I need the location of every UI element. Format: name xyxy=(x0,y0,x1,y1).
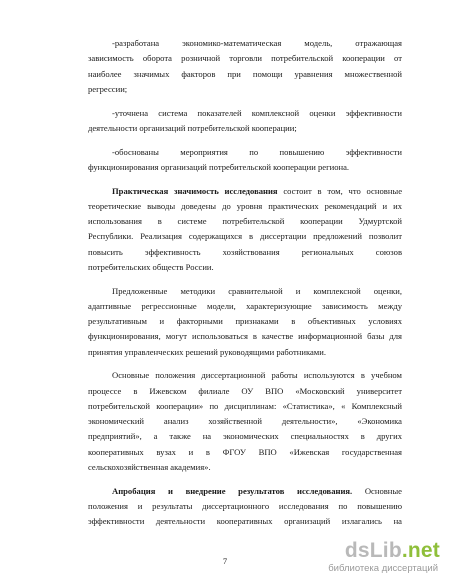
text-line: потребительской кооперации» по дисциплинам: «Статистика», « Комплексный xyxy=(88,400,402,411)
dslib-logo xyxy=(345,539,440,563)
paragraph-approbation xyxy=(88,484,402,530)
watermark-subtitle: библиотека диссертаций xyxy=(328,563,438,574)
text-line: потребительских обществ России. xyxy=(88,261,214,272)
text-line: повысить эффективность хозяйствования региональных союзов xyxy=(88,246,402,257)
paragraph-measures xyxy=(88,145,402,176)
text-line xyxy=(88,484,402,499)
text-line: кооперативных вузах и в ФГОУ ВПО «Ижевская государственная xyxy=(88,446,402,457)
text-line: зависимость оборота розничной торговли потребительской кооперации от xyxy=(88,53,402,64)
dslib-watermark xyxy=(307,539,442,577)
text-line: Республики. Реализация содержащихся в диссертации предложений позволит xyxy=(88,231,402,242)
bold-lead: Апробация и внедрение результатов исследования. xyxy=(112,485,353,496)
text-line: предприятий», а также на экономических специальностях в других xyxy=(88,431,402,442)
page-number: 7 xyxy=(222,556,228,566)
logo-main-text: dsLib xyxy=(344,539,402,562)
text-line: принятия управленческих решений руководящими работниками. xyxy=(88,346,326,357)
paragraph-education-use xyxy=(88,368,402,475)
text-line: экономический анализ хозяйственной деятельности», «Экономика xyxy=(88,416,402,426)
paragraph-practical-significance xyxy=(88,184,402,276)
document-page xyxy=(88,36,402,538)
text-line: деятельности организаций потребительской кооперации; xyxy=(88,122,297,133)
bold-lead: Практическая значимость исследования xyxy=(112,185,278,196)
text-line: наиболее значимых факторов при помощи уравнения множественной xyxy=(88,68,402,79)
text-line: использования в системе потребительской кооперации Удмуртской xyxy=(88,216,402,226)
text-line: теоретические выводы доведены до уровня практических рекомендаций и их xyxy=(88,200,402,211)
paragraph-model xyxy=(88,36,402,97)
text-line: результативным и факторными признаками в объективных условиях xyxy=(88,316,402,326)
text-line: сельскохозяйственная академия». xyxy=(88,461,211,472)
text-line: функционирования, могут использоваться в качестве информационной базы для xyxy=(88,331,402,342)
text-line: адаптивные регрессионные модели, характеризующие зависимость между xyxy=(88,300,402,311)
paragraph-methods xyxy=(88,284,402,360)
text-fragment: состоит в том, что основные xyxy=(277,185,403,196)
text-line xyxy=(88,184,402,199)
text-line: -обоснованы мероприятия по повышению эффективности xyxy=(112,146,402,157)
text-line: -уточнена система показателей комплексной оценки эффективности xyxy=(112,107,402,118)
text-line: функционирования организаций потребительской кооперации региона. xyxy=(88,161,350,172)
paragraph-indicators xyxy=(88,106,402,137)
text-line: процессе в Ижевском филиале ОУ ВПО «Московский университет xyxy=(88,385,402,396)
text-line: регрессии; xyxy=(88,83,128,94)
logo-accent-text: .net xyxy=(401,539,440,562)
text-line: эффективности деятельности кооперативных организаций излагались на xyxy=(88,516,402,526)
text-line: Основные положения диссертационной работы используются в учебном xyxy=(112,370,402,381)
text-fragment: Основные xyxy=(352,485,402,496)
text-line: положения и результаты диссертационного исследования по повышению xyxy=(88,500,402,511)
text-line: -разработана экономико-математическая модель, отражающая xyxy=(112,38,402,48)
text-line: Предложенные методики сравнительной и комплексной оценки, xyxy=(112,285,402,296)
